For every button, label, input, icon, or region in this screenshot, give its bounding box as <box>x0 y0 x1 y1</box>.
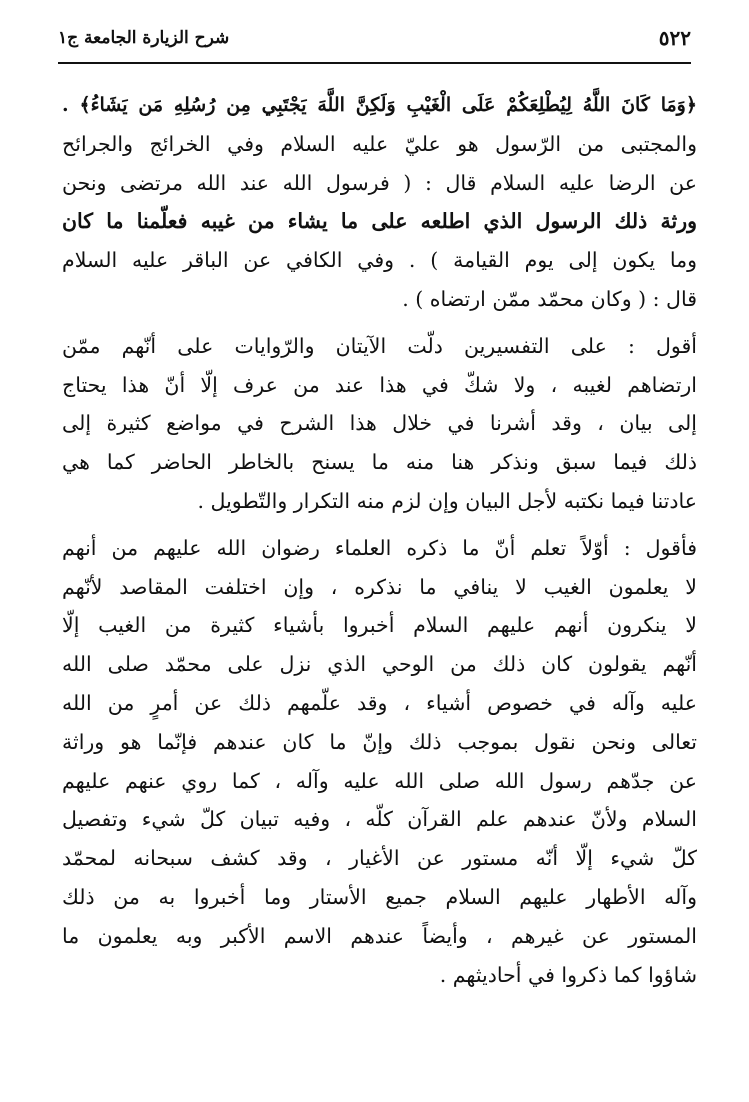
paragraph <box>62 327 697 521</box>
text-line: عليه وآله في خصوص أشياء ، وقد علّمهم ذلك عن أمرٍ من الله <box>62 690 697 715</box>
text-line: المستور عن غيرهم ، وأيضاً عندهم الاسم الأكبر وبه يعلمون ما <box>62 923 697 948</box>
paragraph <box>62 529 697 995</box>
text-line: قال : ( وكان محمّد ممّن ارتضاه ) . <box>402 286 697 311</box>
body-text <box>62 86 697 994</box>
text-line: إلى بيان ، وقد أشرنا في خلال هذا الشرح في مواضع كثيرة إلى <box>62 411 697 436</box>
paragraph <box>62 86 697 319</box>
text-line: عن الرضا عليه السلام قال : ( فرسول الله عند الله مرتضى ونحن <box>62 170 697 195</box>
header-rule <box>58 62 691 64</box>
text-line: أقول : على التفسيرين دلّت الآيتان والرّوايات على أنّهم ممّن <box>62 333 697 358</box>
running-title: شرح الزيارة الجامعة ج١ <box>58 28 230 48</box>
text-line: فأقول : أوّلاً تعلم أنّ ما ذكره العلماء رضوان الله عليهم من أنهم <box>62 535 697 560</box>
page-header <box>58 22 691 62</box>
text-line: وآله الأطهار عليهم السلام جميع الأستار وما أخبروا به من ذلك <box>62 884 697 909</box>
text-line: ورثة ذلك الرسول الذي اطلعه على ما يشاء من غيبه فعلّمنا ما كان <box>62 209 697 234</box>
text-line: السلام ولأنّ عندهم علم القرآن كلّه ، وفيه تبيان كلّ شيء وتفصيل <box>62 807 697 832</box>
text-line: تعالى ونحن نقول بموجب ذلك وإنّ ما كان عندهم فإنّما هو وراثة <box>62 729 697 754</box>
quran-verse-line: ﴿وَمَا كَانَ اللَّهُ لِيُطْلِعَكُمْ عَلَى الْغَيْبِ وَلَكِنَّ اللَّهَ يَجْتَبِي مِن رُسُلِهِ مَن يَشَاءُ﴾ . <box>62 94 697 116</box>
text-line: لا يعلمون الغيب لا ينافي ما نذكره ، وإن اختلفت المقاصد لأنّهم <box>62 574 697 599</box>
text-line: أنّهم يقولون كان ذلك من الوحي الذي نزل على محمّد صلى الله <box>62 652 697 677</box>
text-line: كلّ شيء إلّا أنّه مستور عن الأغيار ، وقد كشف سبحانه لمحمّد <box>62 846 697 871</box>
text-line: ذلك فيما سبق ونذكر هنا منه ما يسنح بالخاطر الحاضر كما هي <box>62 450 697 475</box>
text-line: ارتضاهم لغيبه ، ولا شكّ في هذا عند من عرف إلّا أنّ هذا يحتاج <box>62 372 697 397</box>
text-line: عن جدّهم رسول الله صلى الله عليه وآله ، كما روي عنهم عليهم <box>62 768 697 793</box>
text-line: وما يكون إلى يوم القيامة ) . وفي الكافي عن الباقر عليه السلام <box>62 248 697 273</box>
text-line: والمجتبى من الرّسول هو عليّ عليه السلام وفي الخرائج والجرائح <box>62 131 697 156</box>
text-line: عادتنا فيما نكتبه لأجل البيان وإن لزم منه التكرار والتّطويل . <box>197 488 697 513</box>
text-line: لا ينكرون أنهم عليهم السلام أخبروا بأشياء كثيرة من الغيب إلّا <box>62 613 697 638</box>
page-number: ٥٢٢ <box>658 26 691 50</box>
text-line: شاؤوا كما ذكروا في أحاديثهم . <box>439 962 697 987</box>
